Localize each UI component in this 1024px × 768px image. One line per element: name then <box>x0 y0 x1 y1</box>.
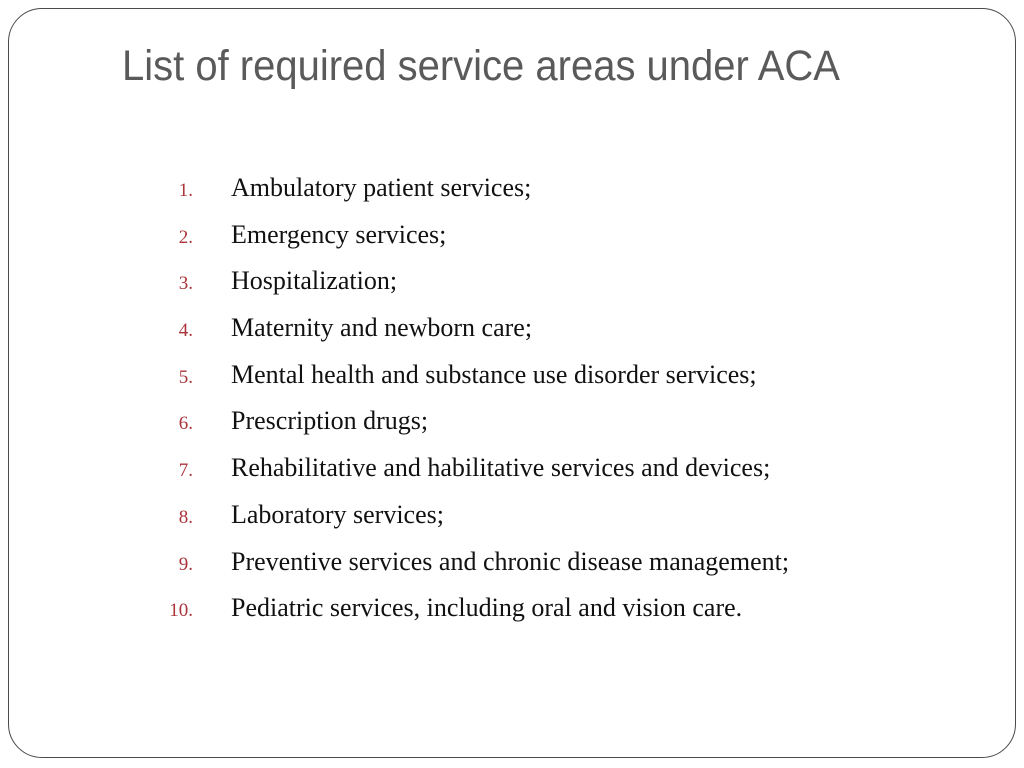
list-item-text: Prescription drugs; <box>231 406 429 436</box>
list-item-number: 4. <box>178 320 193 342</box>
list-item-number: 1. <box>178 180 193 201</box>
list-item-number: 7. <box>178 460 193 482</box>
list-item-text: Preventive services and chronic disease management; <box>231 546 790 576</box>
list-item-text: Emergency services; <box>231 219 447 249</box>
list-item-number: 3. <box>178 273 193 295</box>
list-item-text: Mental health and substance use disorder services; <box>231 359 757 389</box>
list-item <box>159 593 979 640</box>
list-item-text: Ambulatory patient services; <box>231 173 532 202</box>
slide-title: List of required service areas under ACA <box>122 42 840 90</box>
list-item <box>159 547 979 594</box>
list-item <box>159 220 979 267</box>
list-item <box>159 500 979 547</box>
list-item <box>159 453 979 500</box>
list-item-text: Maternity and newborn care; <box>231 313 533 343</box>
list-item-number: 5. <box>178 366 193 388</box>
list-item-text: Pediatric services, including oral and vision care. <box>231 593 743 623</box>
list-item-number: 10. <box>169 600 193 622</box>
slide-frame <box>8 8 1016 758</box>
list-item <box>159 173 979 220</box>
list-item-text: Hospitalization; <box>231 266 398 296</box>
list-item-text: Rehabilitative and habilitative services and devices; <box>231 453 771 483</box>
list-item-text: Laboratory services; <box>231 499 444 529</box>
list-item-number: 2. <box>178 226 193 248</box>
list-item <box>159 360 979 407</box>
list-item <box>159 313 979 360</box>
list-item-number: 9. <box>178 553 193 575</box>
list-item-number: 8. <box>178 506 193 528</box>
service-list <box>159 173 979 640</box>
list-item <box>159 406 979 453</box>
list-item-number: 6. <box>178 413 193 435</box>
list-item <box>159 266 979 313</box>
